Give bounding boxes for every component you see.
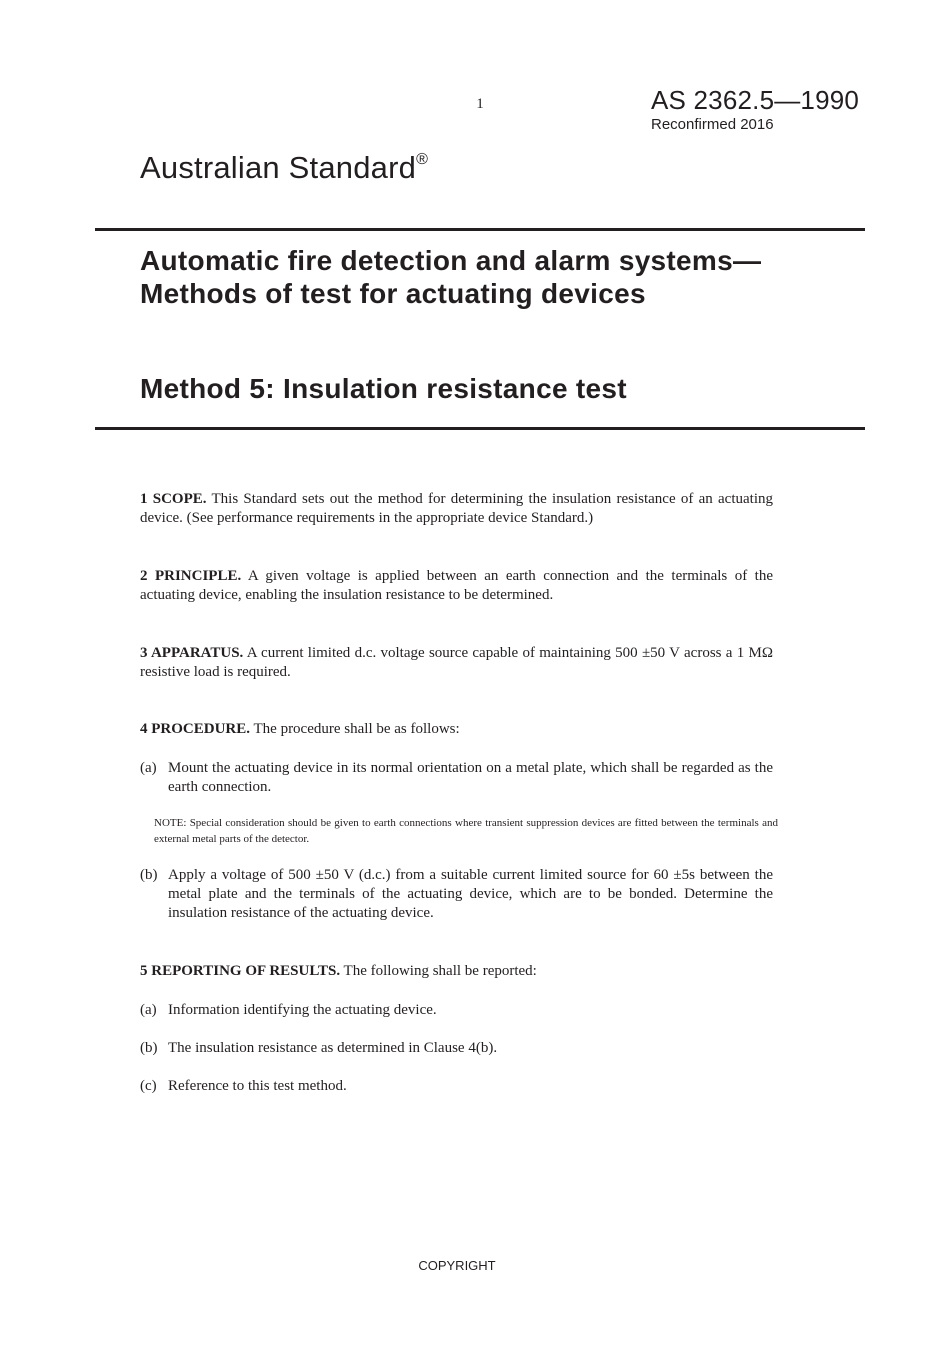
section-text: The following shall be reported: <box>340 963 537 979</box>
section-reporting <box>140 962 773 981</box>
list-item <box>140 1077 773 1096</box>
list-item <box>140 1039 773 1058</box>
document-title: Automatic fire detection and alarm systems—Methods of test for actuating devices <box>140 245 762 309</box>
section-text: A given voltage is applied between an earth connection and the terminals of the actuating device, enabling the insulation resistance to be determined. <box>140 568 773 603</box>
bottom-rule <box>95 427 865 430</box>
section-text: This Standard sets out the method for determining the insulation resistance of an actuating device. (See performance requirements in the appropriate device Standard.) <box>140 491 773 526</box>
list-item <box>140 1001 773 1020</box>
section-text: A current limited d.c. voltage source capable of maintaining 500 ±50 V across a 1 MΩ resistive load is required. <box>140 645 773 680</box>
section-apparatus <box>140 644 773 682</box>
list-marker: (b) <box>140 1040 158 1056</box>
list-text: Information identifying the actuating device. <box>168 1002 437 1018</box>
method-title: Method 5: Insulation resistance test <box>140 373 627 404</box>
brand-heading <box>140 150 428 186</box>
brand-name: Australian Standard <box>140 150 417 185</box>
list-item <box>140 759 773 797</box>
section-heading: 1 SCOPE. <box>140 491 207 507</box>
copyright-footer: COPYRIGHT <box>418 1258 496 1273</box>
section-heading: 3 APPARATUS. <box>140 645 244 661</box>
section-text: The procedure shall be as follows: <box>250 721 460 737</box>
list-marker: (a) <box>140 760 157 776</box>
section-procedure <box>140 720 773 739</box>
list-text: Mount the actuating device in its normal orientation on a metal plate, which shall be regarded as the earth connection. <box>168 760 773 795</box>
reconfirmed-date: Reconfirmed 2016 <box>651 116 774 133</box>
list-text: Reference to this test method. <box>168 1078 347 1094</box>
list-marker: (b) <box>140 867 158 883</box>
section-scope <box>140 490 773 528</box>
list-text: The insulation resistance as determined in Clause 4(b). <box>168 1040 498 1056</box>
section-heading: 4 PROCEDURE. <box>140 721 251 737</box>
page-number: 1 <box>476 96 484 112</box>
top-rule <box>95 228 865 231</box>
list-marker: (c) <box>140 1078 157 1094</box>
list-item <box>140 866 773 923</box>
registered-mark: ® <box>416 151 429 168</box>
section-heading: 5 REPORTING OF RESULTS. <box>140 963 341 979</box>
procedure-note: NOTE: Special consideration should be given to earth connections where transient suppression devices are fitted between the terminals and external metal parts of the detector. <box>154 817 778 845</box>
list-marker: (a) <box>140 1002 157 1018</box>
section-principle <box>140 567 773 605</box>
standard-number: AS 2362.5—1990 <box>651 85 860 115</box>
list-text: Apply a voltage of 500 ±50 V (d.c.) from a suitable current limited source for 60 ±5s between the metal plate and the terminals of the actuating device, which are to be bonded. Determine the insulation resistance of the actuating device. <box>168 867 773 921</box>
section-heading: 2 PRINCIPLE. <box>140 568 242 584</box>
